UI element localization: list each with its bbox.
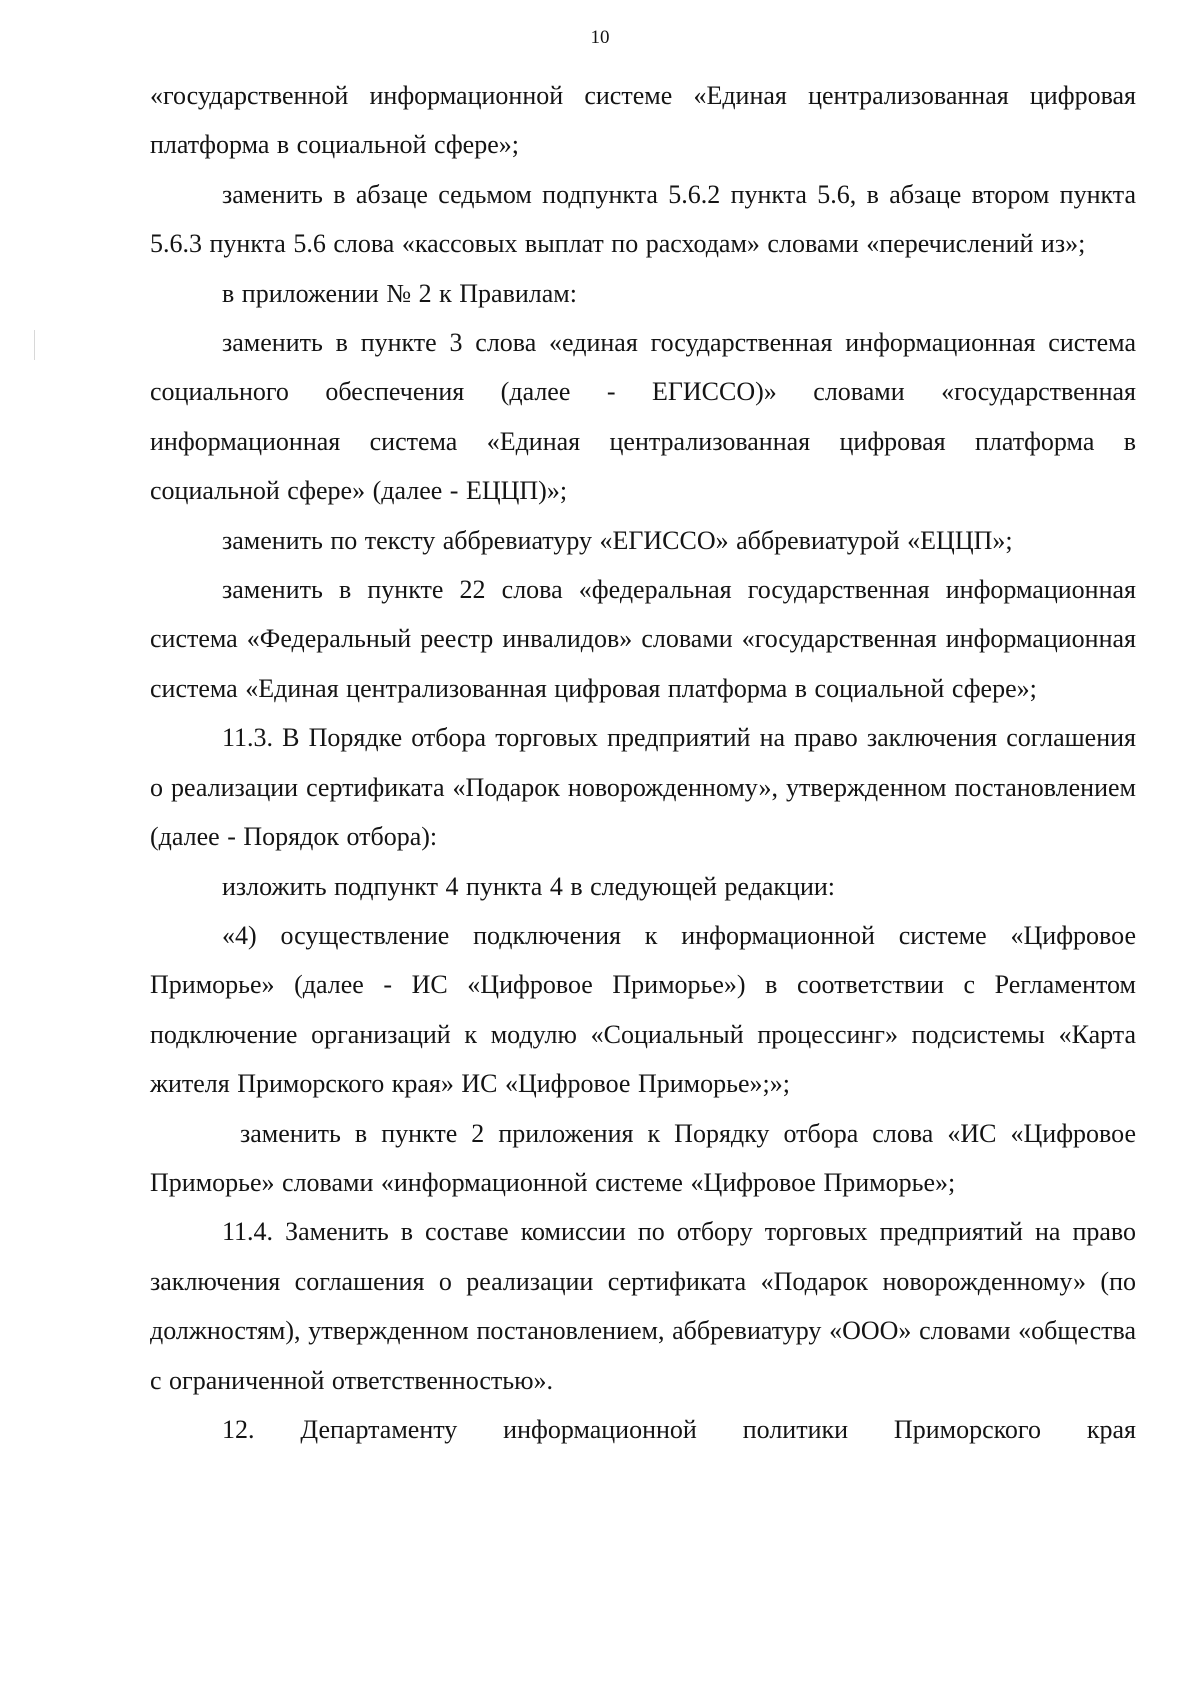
paragraph-continuation: «государственной информационной системе «Единая централизованная цифровая платформа в социальной сфере»; bbox=[150, 81, 1136, 160]
paragraph-11-3: 11.3. В Порядке отбора торговых предприятий на право заключения соглашения о реализации сертификата «Подарок новорожденному», утвержденном постановлением (далее - Порядок отбора): bbox=[150, 723, 1136, 852]
paragraph-subpoint-4: изложить подпункт 4 пункта 4 в следующей редакции: bbox=[222, 871, 835, 901]
paragraph-replace-point-22: заменить в пункте 22 слова «федеральная государственная информационная система «Федеральный реестр инвалидов» словами «государственная информационная система «Единая централизованная цифровая платформа в социальной сфере»; bbox=[150, 575, 1136, 703]
paragraph-12: 12. Департаменту информационной политики Приморского края bbox=[222, 1414, 1136, 1444]
paragraph-replace-point-3: заменить в пункте 3 слова «единая государственная информационная система социального обеспечения (далее - ЕГИССО)» словами «государственная информационная система «Единая централизованная цифровая платформа в социальной сфере» (далее - ЕЦЦП)»; bbox=[150, 328, 1136, 506]
scan-artifact bbox=[34, 330, 35, 360]
paragraph-replace-5-6: заменить в абзаце седьмом подпункта 5.6.2 пункта 5.6, в абзаце втором пункта 5.6.3 пункта 5.6 слова «кассовых выплат по расходам» словами «перечислений из»; bbox=[150, 179, 1136, 259]
document-body bbox=[150, 71, 1136, 1454]
paragraph-appendix-2: в приложении № 2 к Правилам: bbox=[222, 278, 577, 308]
paragraph-replace-abbreviation: заменить по тексту аббревиатуру «ЕГИССО» аббревиатурой «ЕЦЦП»; bbox=[222, 525, 1013, 555]
paragraph-quoted-subpoint: «4) осуществление подключения к информационной системе «Цифровое Приморье» (далее - ИС «Цифровое Приморье») в соответствии с Регламентом подключение организаций к модулю «Социальный процессинг» подсистемы «Карта жителя Приморского края» ИС «Цифровое Приморье»;»; bbox=[150, 920, 1136, 1099]
page-number: 10 bbox=[590, 27, 610, 48]
paragraph-11-4: 11.4. Заменить в составе комиссии по отбору торговых предприятий на право заключения соглашения о реализации сертификата «Подарок новорожденному» (по должностям), утвержденном постановлением, аббревиатуру «ООО» словами «общества с ограниченной ответственностью». bbox=[150, 1217, 1136, 1395]
paragraph-replace-appendix: заменить в пункте 2 приложения к Порядку отбора слова «ИС «Цифровое Приморье» словами «информационной системе «Цифровое Приморье»; bbox=[150, 1118, 1136, 1197]
